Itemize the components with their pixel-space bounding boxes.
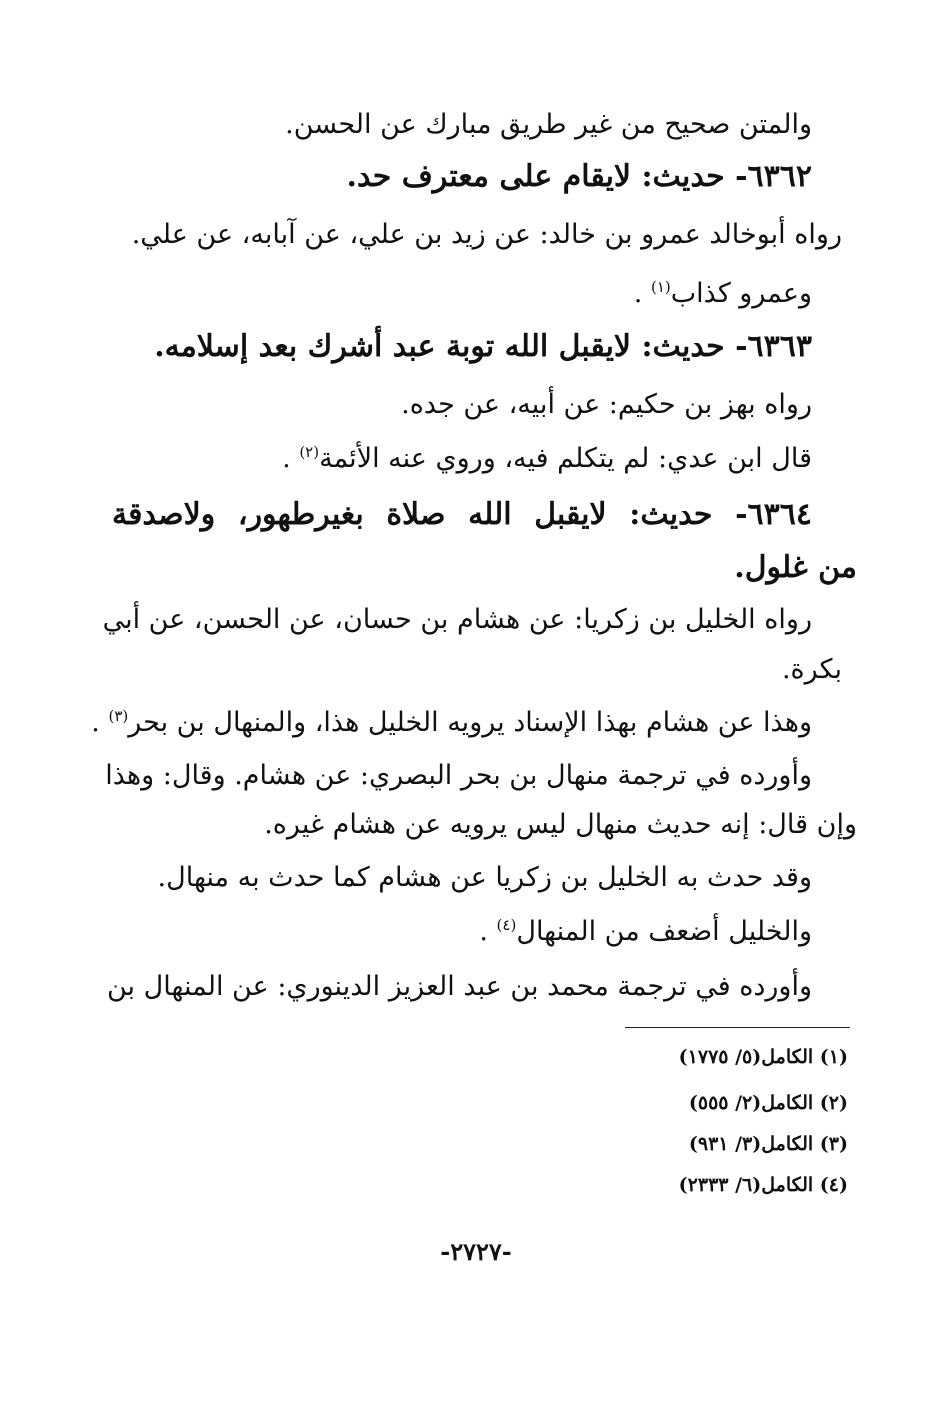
footnote-ref-2: (٢)	[299, 443, 320, 461]
text-line-3: رواه أبوخالد عمرو بن خالد: عن زيد بن علي، عن آبابه، عن علي.	[131, 219, 842, 250]
text-line-7	[282, 439, 812, 479]
text-line-14: وإن قال: إنه حديث منهال ليس يرويه عن هشام غيره.	[264, 809, 857, 840]
text-line-13: وأورده في ترجمة منهال بن بحر البصري: عن هشام. وقال: وهذا	[105, 760, 812, 791]
text-line-10: رواه الخليل بن زكريا: عن هشام بن حسان، عن الحسن، عن أبي	[102, 604, 812, 635]
footnote-separator	[625, 1027, 850, 1028]
hadith-heading-6364-cont: من غلول.	[734, 550, 857, 585]
text-line-11: بكرة.	[781, 654, 842, 685]
footnote-ref-1: (١)	[650, 278, 671, 296]
text-line-15: وقد حدث به الخليل بن زكريا عن هشام كما حدث به منهال.	[157, 862, 812, 893]
hadith-heading-6364: ٦٣٦٤- حديث: لايقبل الله صلاة بغيرطهور، ولاصدقة	[112, 497, 812, 532]
footnote-3: (٣) الكامل(٣/ ٩٣١)	[688, 1133, 848, 1155]
period: .	[282, 443, 291, 474]
text-line-4	[634, 274, 812, 314]
text-line-12-body: وهذا عن هشام بهذا الإسناد يرويه الخليل هذا، والمنهال بن بحر	[128, 707, 812, 738]
footnote-ref-4: (٤)	[496, 916, 517, 934]
text-line-16-body: والخليل أضعف من المنهال	[516, 916, 812, 947]
text-line-4-body: وعمرو كذاب	[670, 278, 812, 309]
text-line-16	[479, 912, 812, 952]
period: .	[479, 916, 488, 947]
period: .	[91, 707, 100, 738]
text-line-7-body: قال ابن عدي: لم يتكلم فيه، وروي عنه الأئمة	[319, 443, 812, 474]
footnote-2: (٢) الكامل(٢/ ٥٥٥)	[688, 1092, 848, 1114]
period: .	[633, 278, 643, 309]
text-line-17: وأورده في ترجمة محمد بن عبد العزيز الدينوري: عن المنهال بن	[107, 971, 812, 1002]
page-number: -٢٧٢٧-	[440, 1237, 512, 1266]
footnote-4: (٤) الكامل(٦/ ٢٣٣٣)	[678, 1174, 848, 1196]
footnote-ref-3: (٣)	[108, 707, 129, 725]
hadith-heading-6363: ٦٣٦٣- حديث: لايقبل الله توبة عبد أشرك بعد إسلامه.	[154, 329, 812, 364]
text-line-6: رواه بهز بن حكيم: عن أبيه، عن جده.	[401, 389, 812, 420]
footnote-1: (١) الكامل(٥/ ١٧٧٥)	[678, 1046, 848, 1068]
text-line-12	[91, 703, 812, 743]
hadith-heading-6362: ٦٣٦٢- حديث: لايقام على معترف حد.	[346, 159, 812, 194]
text-line-1: والمتن صحيح من غير طريق مبارك عن الحسن.	[285, 109, 812, 140]
